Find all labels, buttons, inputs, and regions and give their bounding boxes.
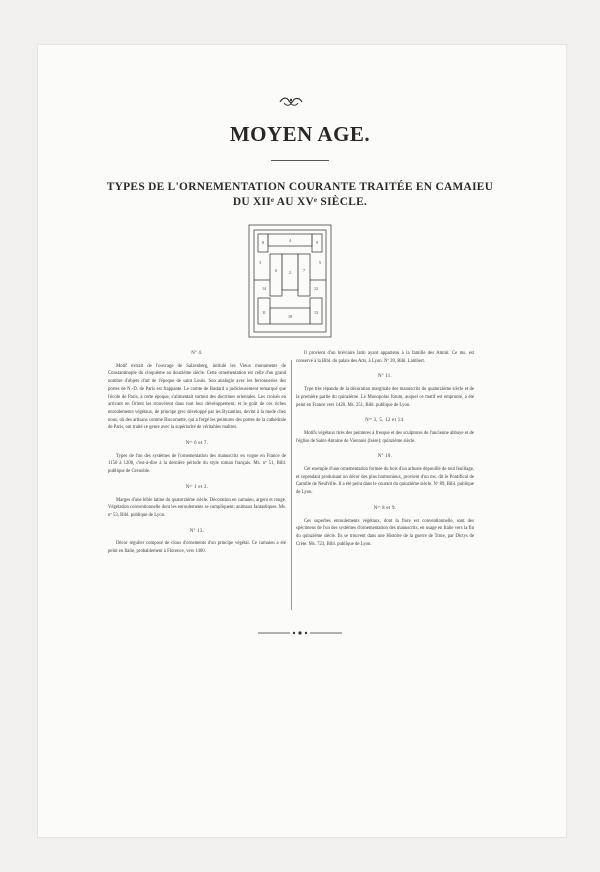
entry-text: Motif extrait de l'ouvrage de Salzenberg, intitulé les Vieux monuments de Constantinople du cinquième au douzième siècle. Cette ornementation est celle d'un grand nombre d'objets d'art de l'époque de saint Louis. Son analogie avec les ferronneries des portes de N.-D. de Paris est frappante. Le comte de Bastard a judicieusement remarqué que l'école de Paris, à cette époque, s'alimentait surtout des doctrines orientales. Les croisés en arrivant en Orient les trouvèrent dans tout leur développement, et le goût de ces riches enroulements végétaux, de principe grec développé par les Byzantins, devint à la mode chez nous, où des artisans comme Biscornette, qui a forgé les peintures des portes de la cathédrale de Paris, ont traité ce genre avec la supériorité de véritables maîtres. xyxy=(108,363,286,431)
entry-text: Ces superbes enroulements végétaux, dont la flore est conventionnelle, sont des spécimens de l'un des systèmes d'ornementation des manuscrits, en usage en Italie vers la fin du quinzième siècle. Ils se trouvent dans une Histoire de la guerre de Troie, par Dictys de Crète. Ms. 723, Bibl. publique de Lyon. xyxy=(296,518,474,547)
diagram-label: 14 xyxy=(262,286,266,291)
diagram-label: 9 xyxy=(316,240,318,245)
entry-heading: Nᵒˢ 8 et 9. xyxy=(373,505,397,511)
plate-key-diagram xyxy=(248,224,332,338)
text-column-left xyxy=(108,350,286,556)
diagram-label: 10 xyxy=(288,314,292,319)
entry-heading: Nᵒˢ 3, 5, 12 et 14. xyxy=(365,418,405,424)
entry-heading: Nº 4. xyxy=(191,351,203,356)
entry-heading: Nᵒˢ 1 et 2. xyxy=(185,484,209,490)
diagram-label: 12 xyxy=(314,286,318,291)
subtitle-line-1: TYPES DE L'ORNEMENTATION COURANTE TRAITÉE EN CAMAIEU xyxy=(106,181,494,193)
diagram-label: 11 xyxy=(262,310,266,315)
entry-text: Cet exemple d'une ornementation formée du bois d'un arbuste dépouillé de tout feuillage, et cependant produisant un décor des plus harmonieux, provient d'un ms. dit le Pontifical de Camille de Neufville. Il a été peint dans le courant du quinzième siècle. Nº 89, Bibl. publique de Lyon. xyxy=(296,467,474,496)
entry-text: Il provient d'un bréviaire latin ayant appartenu à la famille des Amini. Ce ms. est conservé à la Bibl. du palais des Arts, à Lyon. Nº 20, Bibl. Lambert. xyxy=(296,351,474,364)
ornamental-divider xyxy=(258,630,342,636)
subtitle-line-2: DU XIIᵉ AU XVᵉ SIÈCLE. xyxy=(232,196,368,208)
diagram-label: 6 xyxy=(275,268,277,273)
entry-text: Types de l'un des systèmes de l'ornementation des manuscrits en vogue en France de 1150 à 1200, c'est-à-dire à la dernière période du style roman français. Ms. nº 51, Bibl. publique de Grenoble. xyxy=(108,453,286,475)
entry-text: Décor régulier composé de clous d'ornements d'un principe végétal. Ce camaieu a été peint en Italie, probablement à Florence, vers 1400. xyxy=(108,541,286,555)
diagram-label: 5 xyxy=(319,260,321,265)
column-divider xyxy=(291,360,292,610)
text-column-right xyxy=(296,350,474,548)
entry-heading: Nº 10. xyxy=(377,454,393,460)
title-rule xyxy=(271,160,329,161)
diagram-label: 7 xyxy=(303,268,305,273)
diagram-label: 13 xyxy=(314,310,318,315)
entry-text: Type très répandu de la décoration marginale des manuscrits du quatorzième siècle et de la première partie du quinzième. Le Monopolus forum, auquel ce motif est emprunté, a été peint en France vers 1420. Ms. 251, Bibl. publique de Lyon. xyxy=(296,387,474,408)
diagram-label: 2 xyxy=(289,270,291,275)
entry-heading: Nº 11. xyxy=(377,374,392,380)
diagram-label: 8 xyxy=(262,240,264,245)
entry-heading: Nº 13. xyxy=(189,528,205,534)
fleuron-icon xyxy=(278,95,304,107)
entry-heading: Nᵒˢ 6 et 7. xyxy=(185,441,209,447)
entry-text: Motifs végétaux tirés des peintures à fresque et des sculptures de l'ancienne abbaye et de l'église de Saint-Antoine de Viennois (Isère); quinzième siècle. xyxy=(296,430,474,444)
page-title: MOYEN AGE. xyxy=(229,122,371,146)
diagram-label: 3 xyxy=(259,260,261,265)
entry-text: Marges d'une bible latine du quatorzième siècle. Décoration en camaieu, argent et rouge. Végétation conventionnelle dont les enroulements se compliquent; animaux fantastiques. Ms. nº 53, Bibl. publique de Lyon. xyxy=(108,497,286,518)
diagram-label: 4 xyxy=(289,238,291,243)
